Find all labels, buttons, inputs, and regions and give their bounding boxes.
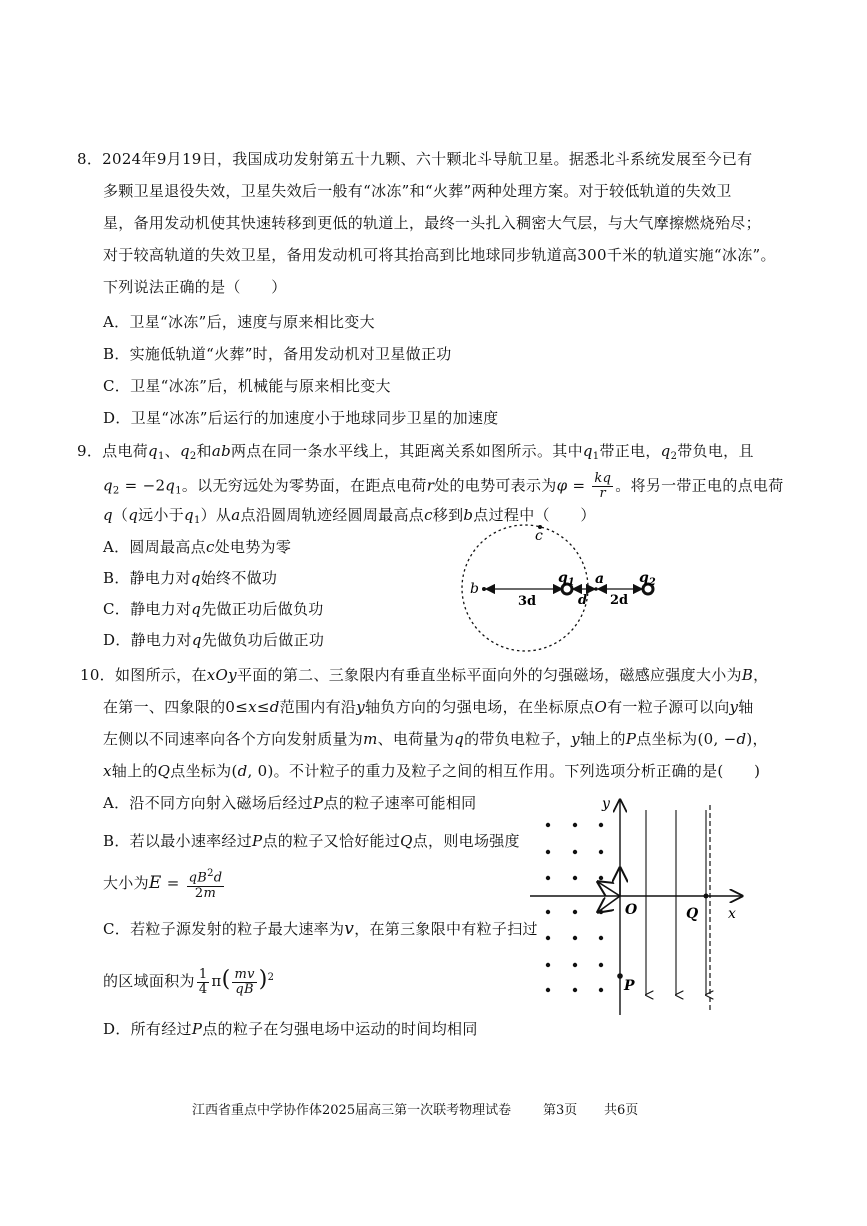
q9-option-a: A．圆周最高点c处电势为零 bbox=[103, 538, 292, 556]
point-b-dot bbox=[482, 587, 486, 591]
q9-stem-line-2: $q_2 = -2q_1$。以无穷远处为零势面，在距点电荷r处的电势可表示为φ = $\frac{kq}{r}$ 。将另一带正电的点电荷 bbox=[103, 471, 784, 501]
q8-stem-line-2: 多颗卫星退役失效，卫星失效后一般有“冰冻”和“火葬”两种处理方案。对于较低轨道的失效卫 bbox=[103, 182, 732, 200]
label-3d: 3d bbox=[518, 594, 537, 609]
label-q1: $q_1$ bbox=[558, 570, 575, 588]
q10-stem-line-3: 左侧以不同速率向各个方向发射质量为m、电荷量为q的带负电粒子，y轴上的P点坐标为(0, −d)， bbox=[103, 730, 768, 748]
q10-option-d: D．所有经过P点的粒子在匀强电场中运动的时间均相同 bbox=[103, 1020, 478, 1038]
q8-stem-line-5: 下列说法正确的是（ ） bbox=[103, 278, 287, 296]
q10-stem-line-1: 10．如图所示，在xOy平面的第二、三象限内有垂直坐标平面向外的匀强磁场，磁感应强度大小为B， bbox=[80, 666, 769, 684]
point-P-dot bbox=[617, 973, 623, 979]
q10-option-b-line-1: B．若以最小速率经过P点的粒子又恰好能过Q点，则电场强度 bbox=[103, 832, 520, 850]
q10-option-b-line-2: 大小为E = $\frac{qB^2d}{2m}$ bbox=[103, 868, 223, 901]
q10-field-diagram bbox=[530, 790, 760, 1020]
magnetic-field-dots bbox=[546, 823, 603, 992]
label-2d: 2d bbox=[610, 593, 629, 608]
q8-stem-line-3: 星，备用发动机使其快速转移到更低的轨道上，最终一头扎入稠密大气层，与大气摩擦燃烧殆尽； bbox=[103, 214, 761, 232]
label-a: a bbox=[595, 571, 605, 587]
q8-stem-line-4: 对于较高轨道的失效卫星，备用发动机可将其抬高到比地球同步轨道高300千米的轨道实施“冰冻”。 bbox=[103, 246, 776, 264]
q10-option-c-line-2: 的区域面积为 $\frac{1}{4}$ π( $\frac{mv}{qB}$ )$^2$ bbox=[103, 966, 275, 997]
q9-option-d: D．静电力对q先做负功后做正功 bbox=[103, 631, 325, 649]
q9-option-b: B．静电力对q始终不做功 bbox=[103, 569, 278, 587]
label-q2: $q_2$ bbox=[639, 570, 656, 588]
label-Q: Q bbox=[686, 906, 699, 922]
footer-exam-title: 江西省重点中学协作体2025届高三第一次联考物理试卷 bbox=[192, 1103, 512, 1118]
potential-fraction: $\frac{kq}{r}$ bbox=[594, 471, 612, 501]
q9-charge-diagram bbox=[460, 520, 680, 655]
label-y: y bbox=[602, 796, 610, 812]
q9-option-c: C．静电力对q先做正功后做负功 bbox=[103, 600, 324, 618]
label-b: b bbox=[470, 581, 479, 597]
q9-stem-line-3: q（q远小于$q_1$）从a点沿圆周轨迹经圆周最高点c移到b点过程中（ ） bbox=[103, 506, 596, 526]
q8-option-d: D．卫星“冰冻”后运行的加速度小于地球同步卫星的加速度 bbox=[103, 409, 499, 427]
circle-path bbox=[462, 525, 588, 651]
point-Q-dot bbox=[704, 894, 709, 899]
emission-arrows bbox=[598, 868, 620, 912]
q10-stem-line-4: x轴上的Q点坐标为(d, 0)。不计粒子的重力及粒子之间的相互作用。下列选项分析正确的是( ) bbox=[103, 762, 761, 780]
label-x: x bbox=[728, 906, 736, 922]
footer-page-number: 第3页 bbox=[543, 1103, 578, 1118]
q9-stem-line-1: 9．点电荷$q_1$、$q_2$和ab两点在同一条水平线上，其距离关系如图所示。其中$q_1$带正电，$q_2$带负电，且 bbox=[77, 442, 754, 462]
label-c: c bbox=[535, 528, 543, 544]
q10-stem-line-2: 在第一、四象限的0≤x≤d范围内有沿y轴负方向的匀强电场，在坐标原点O有一粒子源可以向y轴 bbox=[103, 698, 754, 716]
footer-total-pages: 共6页 bbox=[604, 1103, 639, 1118]
q10-option-c-line-1: C．若粒子源发射的粒子最大速率为v，在第三象限中有粒子扫过 bbox=[103, 919, 538, 939]
q8-stem-line-1: 8．2024年9月19日，我国成功发射第五十九颗、六十颗北斗导航卫星。据悉北斗系统发展至今已有 bbox=[77, 150, 753, 168]
label-O: O bbox=[625, 902, 638, 918]
point-a-dot bbox=[594, 587, 598, 591]
label-P: P bbox=[624, 978, 635, 994]
field-fraction: $\frac{qB^2d}{2m}$ bbox=[188, 868, 223, 901]
q10-option-a: A．沿不同方向射入磁场后经过P点的粒子速率可能相同 bbox=[103, 794, 477, 812]
q8-option-a: A．卫星“冰冻”后，速度与原来相比变大 bbox=[103, 313, 375, 331]
electric-field-lines bbox=[646, 810, 706, 995]
q8-option-c: C．卫星“冰冻”后，机械能与原来相比变大 bbox=[103, 377, 391, 395]
q8-option-b: B．实施低轨道“火葬”时，备用发动机对卫星做正功 bbox=[103, 345, 452, 363]
label-d: d bbox=[578, 593, 588, 608]
